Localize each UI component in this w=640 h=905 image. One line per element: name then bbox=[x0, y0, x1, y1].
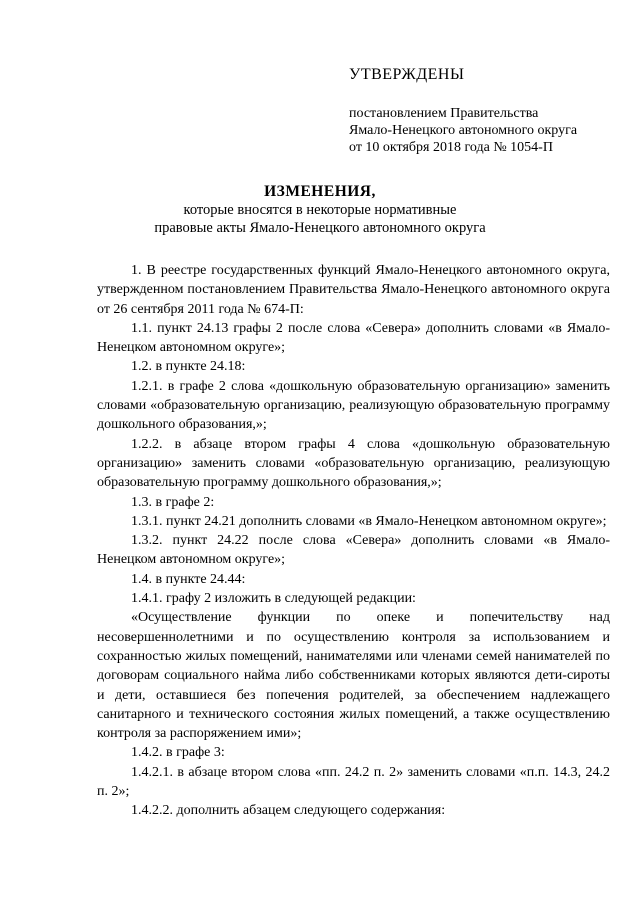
approval-line: Ямало-Ненецкого автономного округа bbox=[349, 123, 578, 138]
document-body bbox=[97, 261, 610, 821]
paragraph: 1.3. в графе 2: bbox=[131, 494, 215, 510]
paragraph: 1.2. в пункте 24.18: bbox=[131, 359, 246, 375]
paragraph: 1.4. в пункте 24.44: bbox=[131, 571, 246, 587]
title-subtitle-line: которые вносятся в некоторые нормативные bbox=[183, 202, 457, 218]
paragraph: 1.2.1. в графе 2 слова «дошкольную образовательную организацию» заменить словами «образовательную организацию, реализующую образовательную программу дошкольного образования,»; bbox=[97, 378, 610, 433]
document-title bbox=[0, 183, 640, 237]
paragraph: 1.4.2.2. дополнить абзацем следующего содержания: bbox=[131, 803, 446, 819]
paragraph: 1.2.2. в абзаце втором графы 4 слова «дошкольную образовательную организацию» заменить словами «образовательную организацию, реализующую образовательную программу дошкольного образования,»; bbox=[97, 436, 610, 491]
approval-line: постановлением Правительства bbox=[349, 106, 539, 121]
approval-line: от 10 октября 2018 года № 1054-П bbox=[349, 140, 553, 155]
paragraph: 1.4.2. в графе 3: bbox=[131, 745, 225, 761]
approval-block bbox=[349, 66, 577, 156]
paragraph: 1.4.2.1. в абзаце втором слова «пп. 24.2 п. 2» заменить словами «п.п. 14.3, 24.2 п. 2»; bbox=[97, 764, 610, 800]
paragraph: «Осуществление функции по опеке и попечительству над несовершеннолетними и по осуществлению контроля за использованием и сохранностью жилых помещений, нанимателями или членами семей нанимателей по договорам социального найма либо собственниками которых являются дети-сироты и дети, оставшиеся без попечения родителей, за обеспечением надлежащего санитарного и технического состояния жилых помещений, а также осуществлению контроля за распоряжением ими»; bbox=[97, 610, 610, 742]
paragraph: 1.3.1. пункт 24.21 дополнить словами «в Ямало-Ненецком автономном округе»; bbox=[131, 513, 607, 529]
paragraph: 1.1. пункт 24.13 графы 2 после слова «Севера» дополнить словами «в Ямало-Ненецком автономном округе»; bbox=[97, 320, 610, 356]
approval-heading: УТВЕРЖДЕНЫ bbox=[349, 66, 465, 83]
title-main: ИЗМЕНЕНИЯ, bbox=[264, 183, 376, 200]
paragraph: 1. В реестре государственных функций Ямало-Ненецкого автономного округа, утвержденном постановлением Правительства Ямало-Ненецкого автономного округа от 26 сентября 2011 года № 674-П: bbox=[97, 263, 610, 317]
title-subtitle-line: правовые акты Ямало-Ненецкого автономного округа bbox=[154, 220, 486, 236]
paragraph: 1.3.2. пункт 24.22 после слова «Севера» дополнить словами «в Ямало-Ненецком автономном округе»; bbox=[97, 533, 610, 568]
paragraph: 1.4.1. графу 2 изложить в следующей редакции: bbox=[131, 591, 416, 607]
